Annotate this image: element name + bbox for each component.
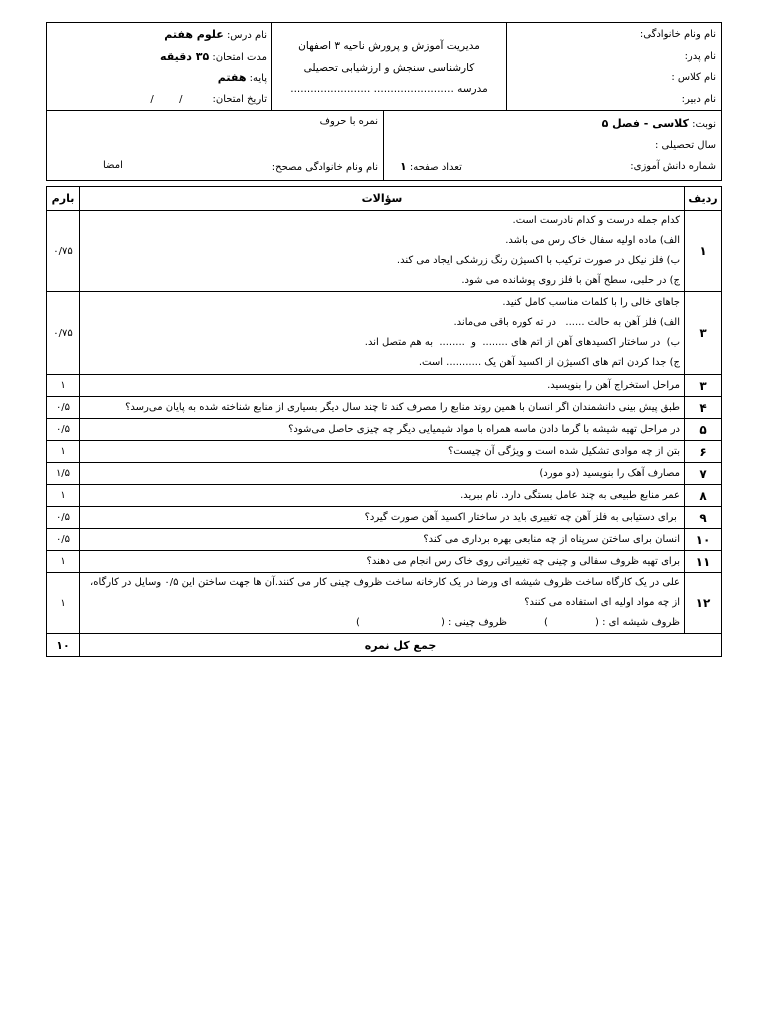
question-text xyxy=(80,485,685,507)
school-name-field: مدرسه ........................ ........................ xyxy=(290,83,488,95)
question-number: ۱ xyxy=(685,211,722,292)
grader-name-label: نام ونام خانوادگی مصحح: xyxy=(271,162,378,173)
organization-block xyxy=(271,23,506,110)
question-line: عمر منابع طبیعی به چند عامل بستگی دارد. نام ببرید. xyxy=(460,489,680,501)
student-number-label: شماره دانش آموزی: xyxy=(630,161,716,172)
student-number-row xyxy=(400,156,716,178)
question-text xyxy=(80,529,685,551)
total-row xyxy=(47,634,722,657)
question-row xyxy=(47,573,722,634)
subject-row xyxy=(47,24,267,46)
glassware-label: ظروف شیشه ای : ( xyxy=(595,617,680,628)
question-row xyxy=(47,292,722,375)
question-line: جاهای خالی را با کلمات مناسب کامل کنید. xyxy=(502,297,680,308)
question-line: علی در یک کارگاه ساخت ظروف شیشه ای ورضا در یک کارخانه ساخت ظروف چینی کار می کنند.آن ها جهت ساختن این ۰/۵ وسایل در کارگاه، از چه مواد اولیه ای استفاده می کنند؟ xyxy=(86,577,680,608)
student-name-label: نام ونام خانوادگی: xyxy=(639,29,716,40)
question-score: ۰/۷۵ xyxy=(47,292,80,375)
question-text xyxy=(80,573,685,634)
question-number: ۸ xyxy=(685,485,722,507)
question-text xyxy=(80,507,685,529)
term-value: کلاسی - فصل ۵ xyxy=(601,117,689,130)
term-label: نوبت: xyxy=(692,119,716,130)
question-number: ۳ xyxy=(685,375,722,397)
question-score: ۱ xyxy=(47,485,80,507)
score-in-words-label: نمره با حروف xyxy=(319,116,378,127)
exam-date-row xyxy=(47,89,267,111)
question-line: ب) در ساختار اکسیدهای آهن از اتم های ........ و ........ به هم متصل اند. xyxy=(364,337,680,348)
question-line: بتن از چه موادی تشکیل شده است و ویژگی آن چیست؟ xyxy=(447,445,680,457)
grade-value: هفتم xyxy=(217,71,247,84)
question-line: ب) فلز نیکل در صورت ترکیب با اکسیژن رنگ زرشکی ایجاد می کند. xyxy=(396,255,680,266)
duration-value: ۳۵ دقیقه xyxy=(160,49,210,63)
question-row xyxy=(47,463,722,485)
score-header: بارم xyxy=(47,187,80,211)
question-number: ۱۰ xyxy=(685,529,722,551)
question-number: ۴ xyxy=(685,397,722,419)
question-score: ۱ xyxy=(47,551,80,573)
question-row xyxy=(47,441,722,463)
exam-date-blank: / / xyxy=(150,93,183,105)
question-score: ۱ xyxy=(47,375,80,397)
question-number: ۱۲ xyxy=(685,573,722,634)
question-text xyxy=(80,441,685,463)
table-header-row xyxy=(47,187,722,211)
signature-label: امضا xyxy=(103,160,123,171)
question-row xyxy=(47,529,722,551)
exam-details-block xyxy=(47,23,271,110)
question-score: ۰/۵ xyxy=(47,507,80,529)
question-score: ۰/۵ xyxy=(47,529,80,551)
grade-label: پایه: xyxy=(249,73,267,84)
page-count-value: ۱ xyxy=(400,160,407,173)
question-row xyxy=(47,211,722,292)
answer-blanks-row xyxy=(84,613,680,633)
glassware-answer-blank xyxy=(544,613,680,633)
question-text xyxy=(80,397,685,419)
question-row xyxy=(47,375,722,397)
question-line: طبق پیش بینی دانشمندان اگر انسان با همین روند منابع را مصرف کند تا چند سال دیگر بسیاری از منابع شناخته شده به پایان می‌رسد؟ xyxy=(125,401,680,413)
question-text xyxy=(80,551,685,573)
chinaware-label: ظروف چینی : ( xyxy=(440,617,507,628)
total-score-label: جمع کل نمره xyxy=(80,634,722,657)
question-number: ۵ xyxy=(685,419,722,441)
chinaware-answer-blank xyxy=(356,613,507,633)
page-count xyxy=(400,156,462,178)
question-score: ۰/۷۵ xyxy=(47,211,80,292)
question-score: ۱/۵ xyxy=(47,463,80,485)
glassware-close-paren: ) xyxy=(544,617,548,628)
term-row xyxy=(400,113,716,135)
question-text xyxy=(80,375,685,397)
question-score: ۱ xyxy=(47,573,80,634)
question-row xyxy=(47,397,722,419)
student-info-block xyxy=(506,23,721,110)
questions-header: سؤالات xyxy=(80,187,685,211)
question-text xyxy=(80,463,685,485)
term-info-block xyxy=(383,111,721,180)
father-name-label: نام پدر: xyxy=(684,50,716,62)
department-title: کارشناسی سنجش و ارزشیابی تحصیلی xyxy=(303,61,475,74)
question-number: ۳ xyxy=(685,292,722,375)
question-line: برای دستیابی به فلز آهن چه تغییری باید در ساختار اکسید آهن صورت گیرد؟ xyxy=(364,511,680,523)
question-text xyxy=(80,419,685,441)
question-line: ج) در حلبی، سطح آهن با فلز روی پوشانده می شود. xyxy=(461,275,680,286)
question-number: ۱۱ xyxy=(685,551,722,573)
question-line: مراحل استخراج آهن را بنویسید. xyxy=(547,379,680,391)
subject-value: علوم هفتم xyxy=(164,28,224,41)
organization-title: مدیریت آموزش و پرورش ناحیه ۳ اصفهان xyxy=(298,40,480,52)
question-number: ۹ xyxy=(685,507,722,529)
question-text xyxy=(80,211,685,292)
question-number: ۶ xyxy=(685,441,722,463)
question-number: ۷ xyxy=(685,463,722,485)
duration-row xyxy=(47,46,267,68)
question-line: انسان برای ساختن سرپناه از چه منابعی بهره برداری می کند؟ xyxy=(423,533,680,545)
page-count-label: تعداد صفحه: xyxy=(409,162,462,173)
question-text xyxy=(80,292,685,375)
question-line: الف) فلز آهن به حالت ...... در ته کوره باقی می‌ماند. xyxy=(453,317,680,328)
question-row xyxy=(47,485,722,507)
academic-year-label: سال تحصیلی : xyxy=(655,139,716,151)
question-line: برای تهیه ظروف سفالی و چینی چه تغییراتی روی خاک رس انجام می دهند؟ xyxy=(366,555,680,567)
question-row xyxy=(47,419,722,441)
chinaware-close-paren: ) xyxy=(356,617,360,628)
exam-header xyxy=(46,22,722,111)
teacher-name-label: نام دبیر: xyxy=(681,93,716,105)
question-line: کدام جمله درست و کدام نادرست است. xyxy=(512,215,680,226)
question-line: الف) ماده اولیه سفال خاک رس می باشد. xyxy=(505,235,680,246)
exam-info-block xyxy=(46,111,722,181)
question-line: مصارف آهک را بنویسید (دو مورد) xyxy=(539,467,680,479)
grade-row xyxy=(47,67,267,89)
question-score: ۰/۵ xyxy=(47,419,80,441)
class-name-label: نام کلاس : xyxy=(671,72,716,83)
question-row xyxy=(47,551,722,573)
question-row xyxy=(47,507,722,529)
row-number-header: ردیف xyxy=(685,187,722,211)
question-score: ۰/۵ xyxy=(47,397,80,419)
question-line: ج) جدا کردن اتم های اکسیژن از اکسید آهن یک ........... است. xyxy=(418,357,680,368)
exam-date-label: تاریخ امتحان: xyxy=(212,93,267,105)
questions-table xyxy=(46,186,722,657)
duration-label: مدت امتحان: xyxy=(212,51,267,63)
question-score: ۱ xyxy=(47,441,80,463)
subject-label: نام درس: xyxy=(226,30,267,41)
question-line: در مراحل تهیه شیشه با گرما دادن ماسه همراه با مواد شیمیایی دیگر چه چیزی حاصل می‌شود؟ xyxy=(288,423,680,435)
grading-block xyxy=(47,111,383,180)
total-score-value: ۱۰ xyxy=(47,634,80,657)
